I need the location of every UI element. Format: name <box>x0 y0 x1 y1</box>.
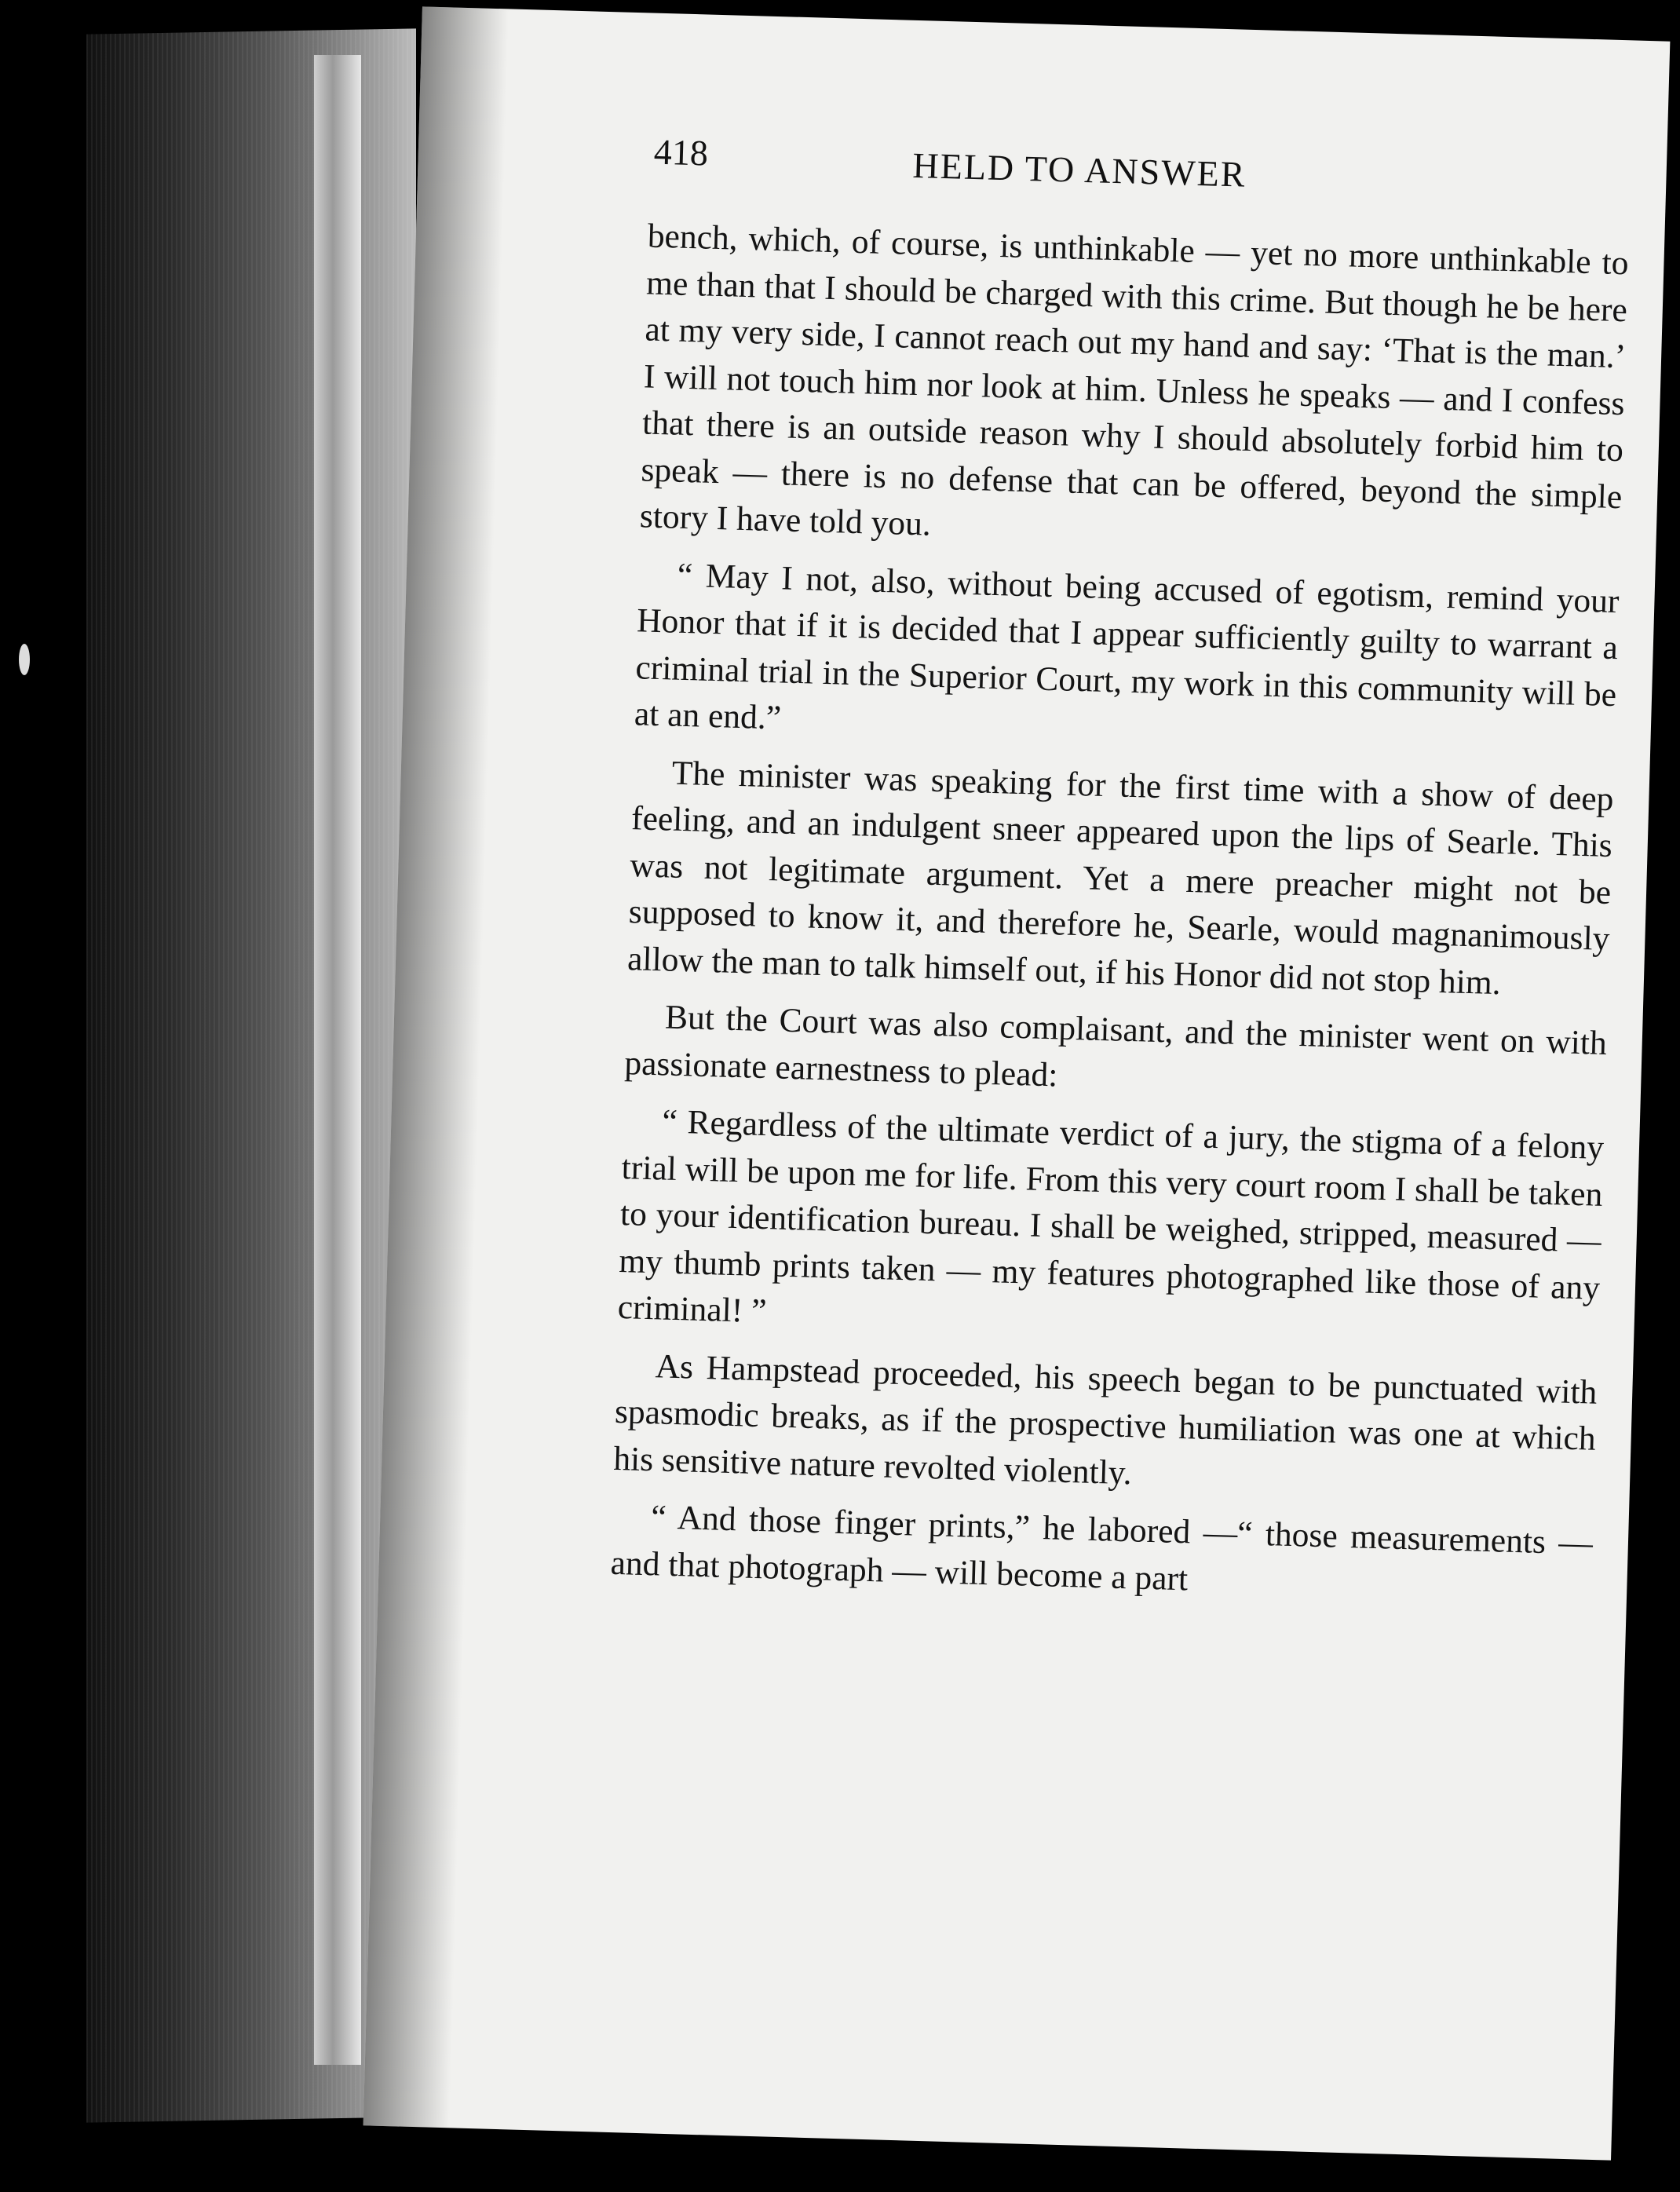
paragraph: bench, which, of course, is unthinkable — yet no more unthinkable to me than that I should be charged with this crime. But though he be here at my very side, I cannot reach out my hand and say: ‘That is the man.’ I will not touch him nor look at him. Unless he speaks — and I confess that there is an outside reason why I should absolutely forbid him to speak — there is no defense that can be offered, beyond the simple story I have told you. <box>639 217 1630 543</box>
book-fore-edge <box>86 28 416 2122</box>
paragraph: “ And those finger prints,” he labored —“ those measurements — and that photograph — will become a part <box>610 1498 1594 1598</box>
paragraph: As Hampstead proceeded, his speech began to be punctuated with spasmodic breaks, as if the prospective humiliation was one at which his sensitive nature revolted violently. <box>612 1346 1598 1492</box>
paragraph: The minister was speaking for the first time with a show of deep feeling, and an indulgent sneer appeared upon the lips of Searle. This was not legitimate argument. Yet a mere preacher might not be supposed to know it, and therefore he, Searle, would magnanimously allow the man to talk himself out, if his Honor did not stop him. <box>626 754 1615 1002</box>
dust-speck <box>19 644 30 675</box>
paragraph: But the Court was also complaisant, and the minister went on with passionate earnestness to plead: <box>623 998 1608 1094</box>
body-text <box>610 213 1629 1613</box>
paragraph: “ May I not, also, without being accused of egotism, remind your Honor that if it is decided that I appear sufficiently guilty to warrant a criminal trial in the Superior Court, my work in this community will be at an end.” <box>634 556 1620 737</box>
book-title: HELD TO ANSWER <box>911 144 1247 195</box>
book-page <box>363 6 1671 2160</box>
running-head <box>653 131 1627 214</box>
page-number: 418 <box>653 131 709 174</box>
paragraph: “ Regardless of the ultimate verdict of a jury, the stigma of a felony trial will be upon me for life. From this very court room I shall be taken to your identification bureau. I shall be weighed, stripped, measured — my thumb prints taken — my features photographed like those of any criminal! ” <box>617 1102 1605 1331</box>
page-edges <box>314 55 361 2065</box>
